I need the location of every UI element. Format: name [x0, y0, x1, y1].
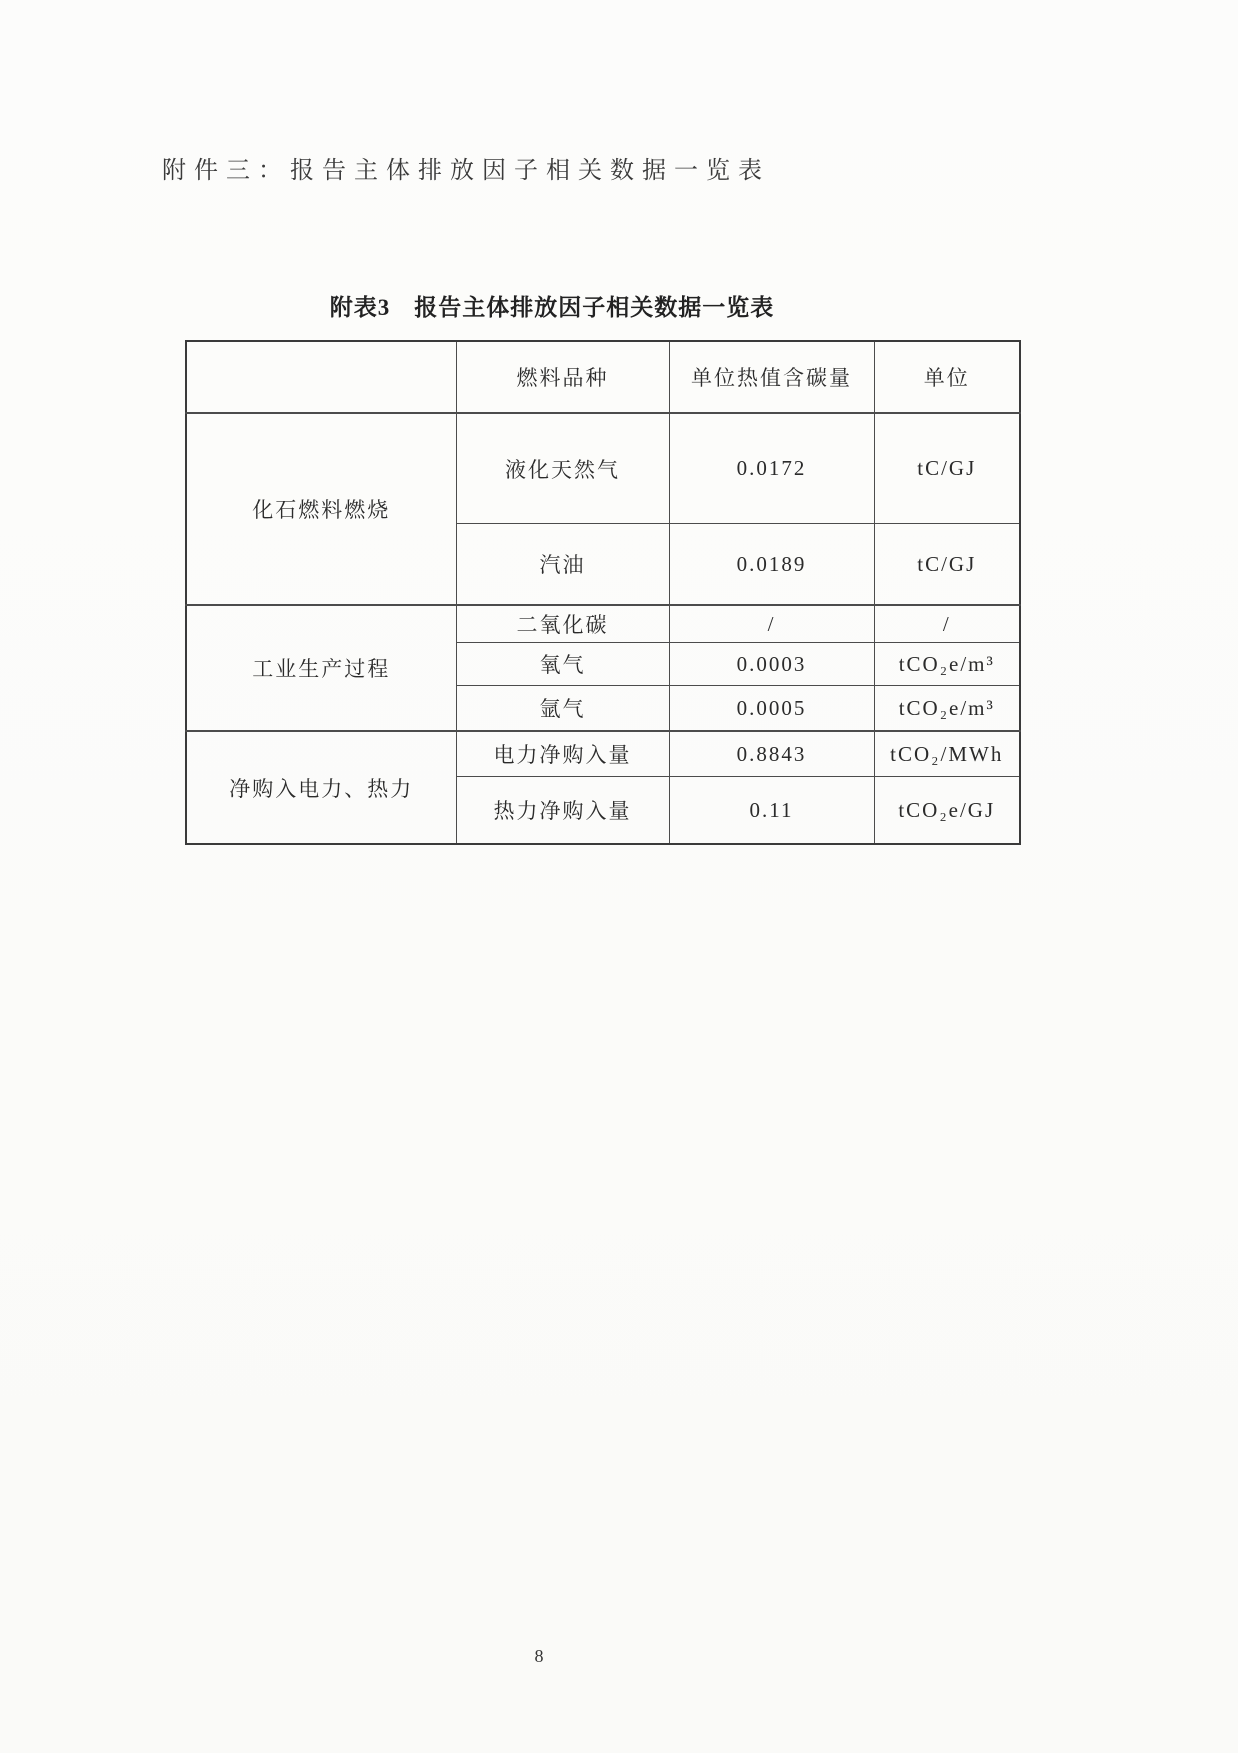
unit-cell: /	[874, 605, 1020, 643]
fuel-cell: 二氧化碳	[456, 605, 669, 643]
unit-cell: tC/GJ	[874, 413, 1020, 524]
unit-cell: tCO₂e/GJ	[874, 777, 1020, 845]
category-cell-net-purchased-power-heat: 净购入电力、热力	[186, 731, 456, 844]
column-header-fuel-type: 燃料品种	[456, 341, 669, 413]
table-row	[186, 605, 1020, 643]
category-cell-fossil-fuel: 化石燃料燃烧	[186, 413, 456, 605]
unit-cell: tCO₂/MWh	[874, 731, 1020, 777]
value-cell: 0.0172	[669, 413, 874, 524]
table-row	[186, 413, 1020, 524]
unit-cell: tC/GJ	[874, 524, 1020, 606]
emission-factor-table	[185, 340, 1021, 845]
fuel-cell: 电力净购入量	[456, 731, 669, 777]
value-cell: 0.11	[669, 777, 874, 845]
page-number: 8	[534, 1646, 544, 1666]
column-header-category	[186, 341, 456, 413]
column-header-carbon-content: 单位热值含碳量	[669, 341, 874, 413]
value-cell: 0.0003	[669, 643, 874, 686]
fuel-cell: 氧气	[456, 643, 669, 686]
table-row	[186, 731, 1020, 777]
value-cell: 0.0005	[669, 686, 874, 732]
value-cell: 0.8843	[669, 731, 874, 777]
fuel-cell: 氩气	[456, 686, 669, 732]
fuel-cell: 液化天然气	[456, 413, 669, 524]
value-cell: 0.0189	[669, 524, 874, 606]
fuel-cell: 热力净购入量	[456, 777, 669, 845]
category-cell-industrial-process: 工业生产过程	[186, 605, 456, 731]
table-caption: 附表3 报告主体排放因子相关数据一览表	[329, 295, 775, 320]
column-header-unit: 单位	[874, 341, 1020, 413]
table-header-row	[186, 341, 1020, 413]
fuel-cell: 汽油	[456, 524, 669, 606]
unit-cell: tCO₂e/m³	[874, 643, 1020, 686]
value-cell: /	[669, 605, 874, 643]
attachment-heading: 附件三：报告主体排放因子相关数据一览表	[162, 158, 770, 184]
unit-cell: tCO₂e/m³	[874, 686, 1020, 732]
